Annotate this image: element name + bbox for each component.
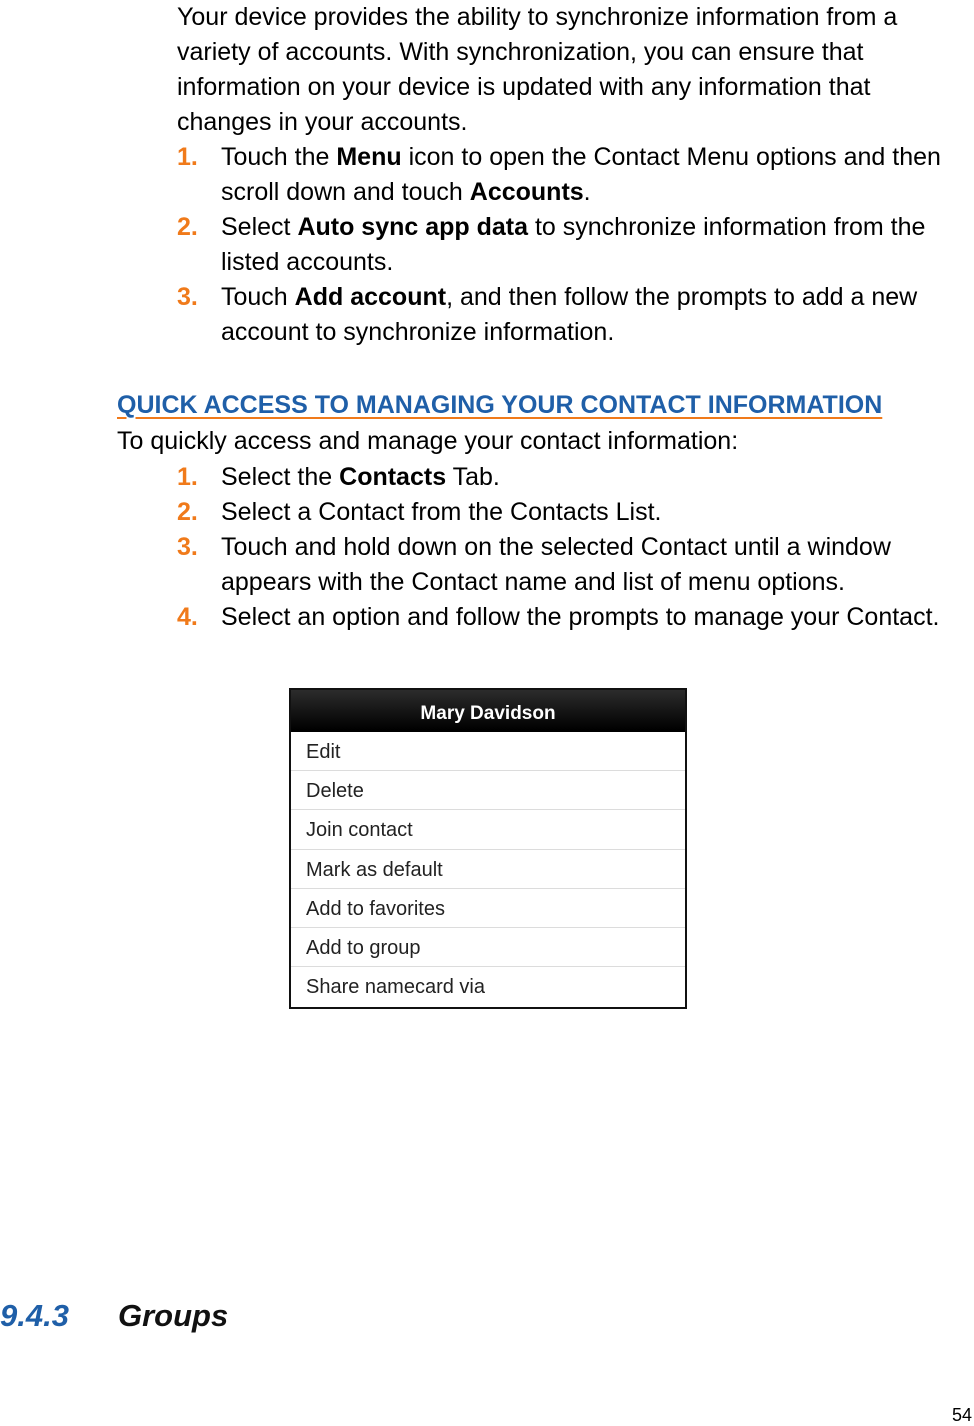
menu-item-edit[interactable]: Edit bbox=[291, 732, 685, 771]
list-item bbox=[177, 140, 972, 210]
step-bold-text: Auto sync app data bbox=[297, 213, 529, 241]
list-item bbox=[177, 280, 972, 350]
step-text: Select a Contact from the Contacts List. bbox=[221, 498, 662, 526]
quick-access-steps-list bbox=[177, 460, 972, 635]
section-title: Groups bbox=[118, 1298, 229, 1333]
step-bold-text: Add account bbox=[294, 283, 447, 311]
menu-item-add-to-group[interactable]: Add to group bbox=[291, 928, 685, 967]
step-number: 2. bbox=[177, 498, 198, 526]
menu-item-mark-as-default[interactable]: Mark as default bbox=[291, 850, 685, 889]
list-item bbox=[177, 600, 972, 635]
list-item bbox=[177, 460, 972, 495]
contact-menu-title: Mary Davidson bbox=[291, 690, 685, 732]
step-text: . bbox=[583, 178, 591, 206]
step-number: 4. bbox=[177, 603, 198, 631]
menu-item-add-to-favorites[interactable]: Add to favorites bbox=[291, 889, 685, 928]
quick-access-intro: To quickly access and manage your contact information: bbox=[117, 427, 739, 455]
step-number: 1. bbox=[177, 143, 198, 171]
list-item bbox=[177, 210, 972, 280]
step-text: to synchronize information from the listed accounts. bbox=[221, 213, 926, 276]
step-text: Touch bbox=[221, 283, 295, 311]
contact-menu-screenshot bbox=[289, 688, 687, 1009]
step-text: , and then follow the prompts to add a new account to synchronize information. bbox=[221, 283, 918, 346]
step-text: Select bbox=[221, 213, 298, 241]
step-number: 3. bbox=[177, 533, 198, 561]
step-text: Touch the bbox=[221, 143, 337, 171]
menu-item-join-contact[interactable]: Join contact bbox=[291, 810, 685, 849]
menu-item-delete[interactable]: Delete bbox=[291, 771, 685, 810]
step-text: Tab. bbox=[446, 463, 500, 491]
sync-steps-list bbox=[177, 140, 972, 350]
step-text: icon to open the Contact Menu options and then scroll down and touch bbox=[221, 143, 941, 206]
list-item bbox=[177, 530, 972, 600]
intro-paragraph: Your device provides the ability to synchronize information from a variety of accounts. With synchronization, you can ensure that information on your device is updated with any information that changes in your accounts. bbox=[177, 3, 898, 136]
menu-item-share-namecard[interactable]: Share namecard via bbox=[306, 976, 485, 999]
section-number: 9.4.3 bbox=[0, 1298, 69, 1333]
step-text: Touch and hold down on the selected Contact until a window appears with the Contact name and list of menu options. bbox=[221, 533, 891, 596]
step-number: 1. bbox=[177, 463, 198, 491]
step-bold-text: Contacts bbox=[339, 463, 447, 491]
step-number: 3. bbox=[177, 283, 198, 311]
step-bold-text: Accounts bbox=[469, 178, 584, 206]
page-number: 54 bbox=[951, 1405, 972, 1425]
quick-access-heading: QUICK ACCESS TO MANAGING YOUR CONTACT INFORMATION bbox=[117, 391, 883, 419]
step-text: Select the bbox=[221, 463, 340, 491]
contact-menu-list bbox=[291, 732, 685, 1006]
step-number: 2. bbox=[177, 213, 198, 241]
step-text: Select an option and follow the prompts to manage your Contact. bbox=[221, 603, 940, 631]
list-item bbox=[177, 495, 972, 530]
step-bold-text: Menu bbox=[336, 143, 402, 171]
